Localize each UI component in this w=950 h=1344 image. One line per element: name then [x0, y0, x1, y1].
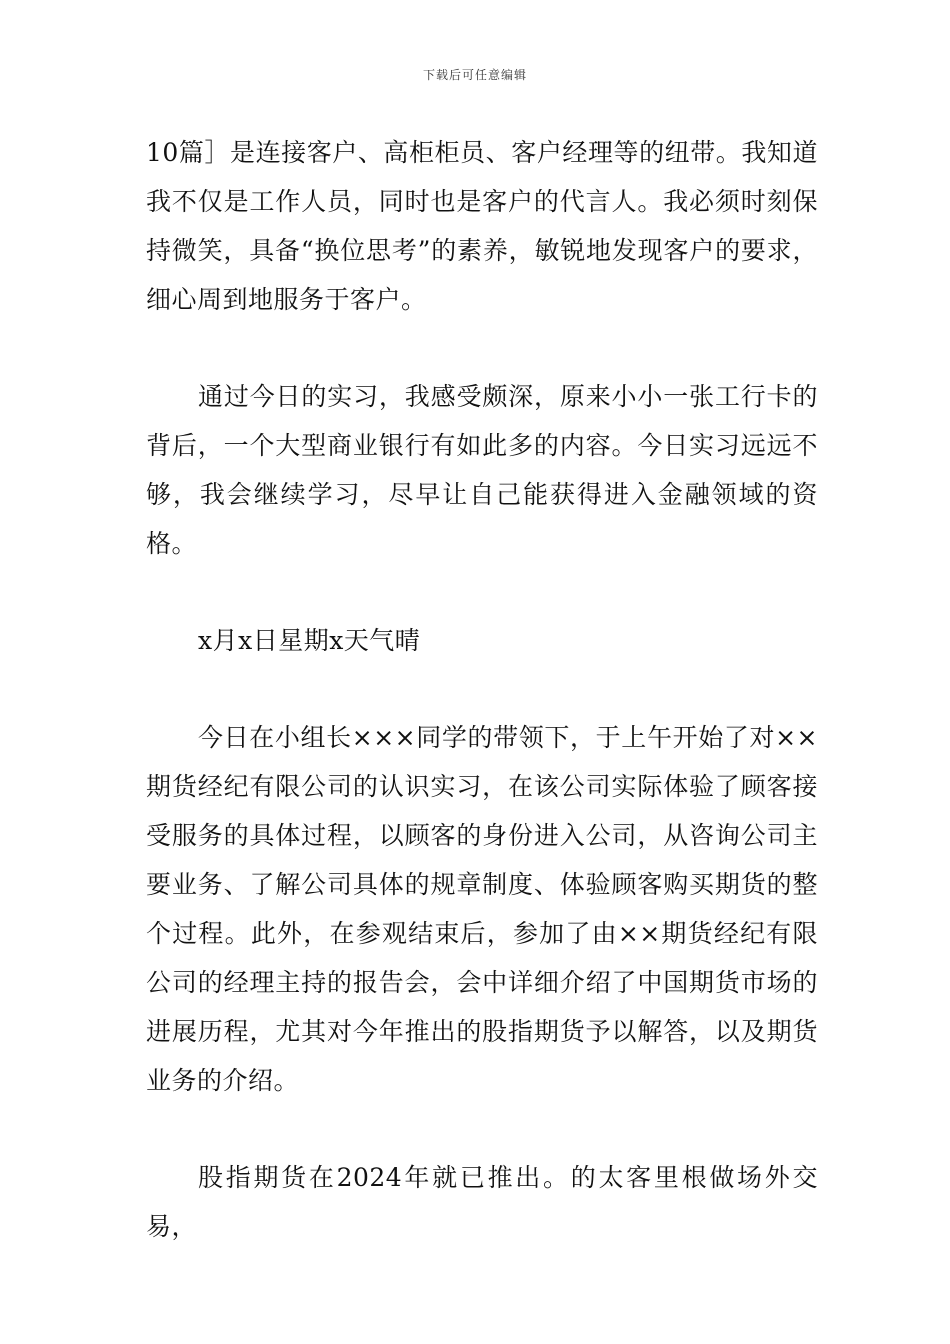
diary-date-line: x月x日星期x天气晴: [198, 626, 421, 655]
document-body: [146, 128, 818, 1251]
paragraph-gap: [146, 1105, 818, 1153]
paragraph-gap: [146, 665, 818, 713]
paragraph-internship-reflection: 通过今日的实习，我感受颇深，原来小小一张工行卡的背后，一个大型商业银行有如此多的内容。今日实习远远不够，我会继续学习，尽早让自己能获得进入金融领域的资格。: [146, 382, 818, 558]
paragraph-gap: [146, 324, 818, 372]
page-header: 下载后可任意编辑: [422, 68, 527, 82]
paragraph-gap: [146, 568, 818, 616]
paragraph-continuation: 10篇］是连接客户、高柜柜员、客户经理等的纽带。我知道我不仅是工作人员，同时也是客户的代言人。我必须时刻保持微笑，具备“换位思考”的素养，敏锐地发现客户的要求，细心周到地服务于客户。: [146, 138, 818, 314]
paragraph-futures-visit: 今日在小组长×××同学的带领下，于上午开始了对××期货经纪有限公司的认识实习，在该公司实际体验了顾客接受服务的具体过程，以顾客的身份进入公司，从咨询公司主要业务、了解公司具体的规章制度、体验顾客购买期货的整个过程。此外，在参观结束后，参加了由××期货经纪有限公司的经理主持的报告会，会中详细介绍了中国期货市场的进展历程，尤其对今年推出的股指期货予以解答，以及期货业务的介绍。: [146, 723, 818, 1095]
paragraph-index-futures: 股指期货在2024年就已推出。的太客里根做场外交易，: [146, 1163, 818, 1241]
